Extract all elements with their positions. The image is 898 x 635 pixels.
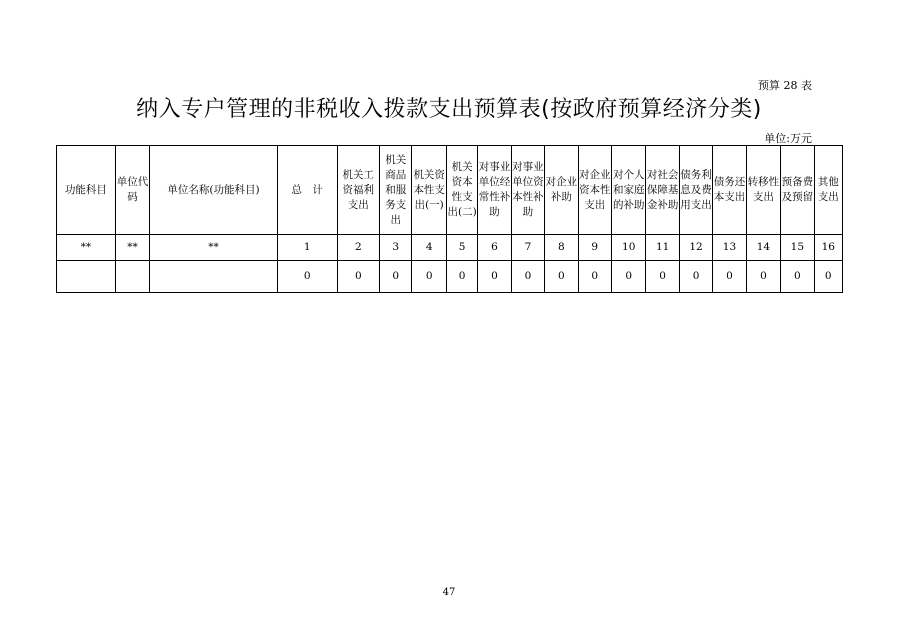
header-cell: 机关资本性支出(二): [446, 146, 477, 235]
data-cell: 0: [814, 261, 842, 293]
data-cell: 0: [646, 261, 679, 293]
header-cell: 单位代码: [115, 146, 149, 235]
data-cell: 0: [679, 261, 712, 293]
header-cell: 对企业资本性支出: [578, 146, 611, 235]
header-cell: 其他支出: [814, 146, 842, 235]
data-cell: 0: [713, 261, 746, 293]
index-cell: 3: [380, 235, 412, 261]
header-cell: 对事业单位经常性补助: [478, 146, 511, 235]
data-cell: 0: [578, 261, 611, 293]
header-cell: 债务还本支出: [713, 146, 746, 235]
header-cell: 对社会保障基金补助: [646, 146, 679, 235]
header-cell: 总 计: [277, 146, 337, 235]
index-cell: 10: [611, 235, 645, 261]
header-row: [57, 146, 843, 235]
index-cell: 7: [511, 235, 544, 261]
index-cell: 13: [713, 235, 746, 261]
header-cell: 机关工资福利支出: [337, 146, 380, 235]
index-cell: **: [115, 235, 149, 261]
data-cell: 0: [412, 261, 446, 293]
header-cell: 功能科目: [57, 146, 116, 235]
index-cell: 5: [446, 235, 477, 261]
data-cell: [57, 261, 116, 293]
data-cell: 0: [611, 261, 645, 293]
unit-label: 单位:万元: [764, 132, 812, 145]
table-number: 预算 28 表: [758, 79, 812, 92]
header-cell: 机关资本性支出(一): [412, 146, 446, 235]
data-cell: 0: [446, 261, 477, 293]
header-cell: 机关商品和服务支出: [380, 146, 412, 235]
data-cell: 0: [337, 261, 380, 293]
page-number: 47: [442, 587, 456, 598]
data-cell: 0: [545, 261, 578, 293]
index-cell: 14: [746, 235, 780, 261]
data-cell: 0: [478, 261, 511, 293]
index-cell: 1: [277, 235, 337, 261]
header-cell: 预备费及预留: [781, 146, 814, 235]
index-cell: 9: [578, 235, 611, 261]
index-cell: 12: [679, 235, 712, 261]
header-cell: 对企业补助: [545, 146, 578, 235]
index-cell: **: [150, 235, 278, 261]
data-cell: 0: [380, 261, 412, 293]
index-cell: 6: [478, 235, 511, 261]
data-cell: 0: [781, 261, 814, 293]
report-title: 纳入专户管理的非税收入拨款支出预算表(按政府预算经济分类): [136, 97, 762, 122]
index-cell: 8: [545, 235, 578, 261]
index-cell: 4: [412, 235, 446, 261]
header-cell: 对个人和家庭的补助: [611, 146, 645, 235]
table-row: [57, 261, 843, 293]
index-cell: 15: [781, 235, 814, 261]
index-cell: 11: [646, 235, 679, 261]
header-cell: 对事业单位资本性补助: [511, 146, 544, 235]
data-cell: 0: [746, 261, 780, 293]
index-cell: **: [57, 235, 116, 261]
data-cell: 0: [277, 261, 337, 293]
data-cell: 0: [511, 261, 544, 293]
data-cell: [115, 261, 149, 293]
index-cell: 2: [337, 235, 380, 261]
header-cell: 债务利息及费用支出: [679, 146, 712, 235]
index-cell: 16: [814, 235, 842, 261]
expenditure-table: [56, 145, 843, 293]
index-row: [57, 235, 843, 261]
header-cell: 转移性支出: [746, 146, 780, 235]
data-cell: [150, 261, 278, 293]
header-cell: 单位名称(功能科目): [150, 146, 278, 235]
